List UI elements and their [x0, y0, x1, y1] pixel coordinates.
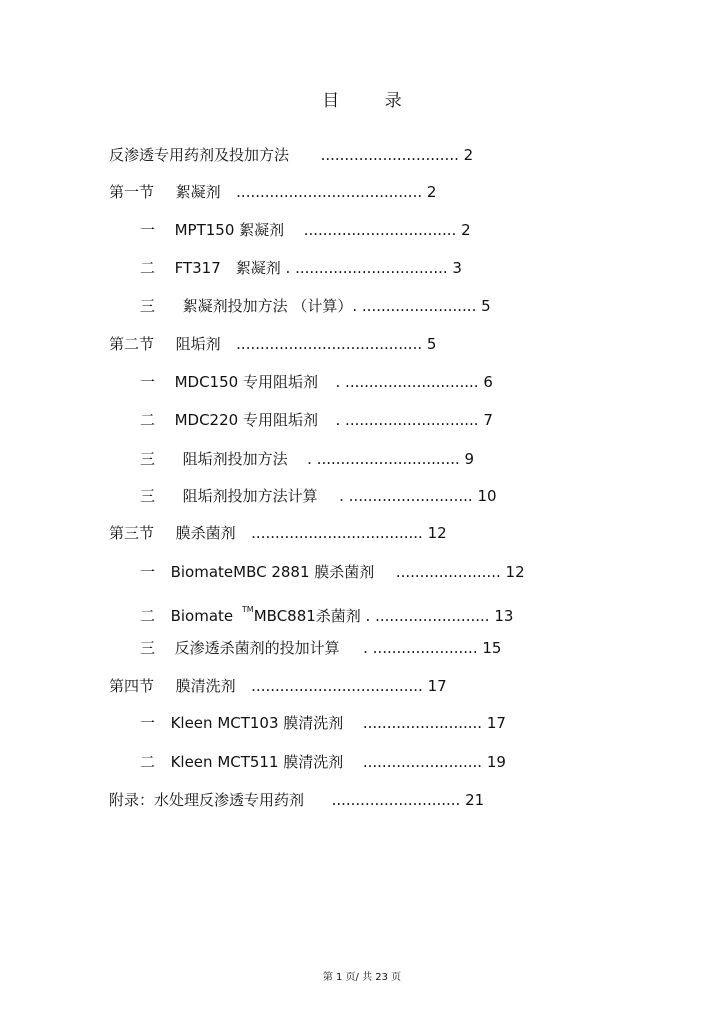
- toc-entry-number: 二: [140, 411, 156, 429]
- toc-entry-page: 2: [426, 183, 437, 201]
- toc-entry[interactable]: [140, 258, 462, 278]
- toc-entry-dots: ........................: [375, 607, 490, 625]
- toc-entry-page: 13: [494, 607, 514, 625]
- toc-entry-number: 二: [140, 259, 156, 277]
- toc-entry-dots: . ..............................: [307, 450, 460, 468]
- toc-entry-page: 2: [463, 146, 474, 164]
- toc-entry-number: 三: [140, 639, 156, 657]
- toc-entry-page: 10: [477, 487, 497, 505]
- toc-entry-page: 12: [427, 524, 447, 542]
- toc-entry[interactable]: [140, 486, 497, 506]
- toc-entry[interactable]: [140, 410, 493, 430]
- toc-entry-number: 第一节: [109, 183, 155, 201]
- toc-entry-dots: ....................................: [251, 524, 423, 542]
- toc-entry-dots: .............................: [320, 146, 459, 164]
- toc-entry-page: 19: [486, 753, 506, 771]
- toc-entry-text: Kleen MCT511 膜清洗剂: [170, 753, 344, 771]
- toc-entry-page: 3: [452, 259, 462, 277]
- toc-entry-dots: .......................................: [236, 335, 423, 353]
- toc-entry-dots: ........................: [361, 297, 477, 315]
- toc-entry[interactable]: [140, 562, 525, 582]
- toc-entry-number: 第三节: [109, 524, 155, 542]
- toc-entry-text: 反渗透专用药剂及投加方法: [109, 146, 290, 164]
- toc-entry-text: 反渗透杀菌剂的投加计算: [174, 639, 340, 657]
- toc-entry-number: 三: [140, 450, 156, 468]
- toc-entry-text: 膜杀菌剂: [175, 524, 236, 542]
- toc-entry[interactable]: [109, 182, 436, 202]
- toc-entry-dots: .........................: [362, 753, 483, 771]
- toc-entry[interactable]: [140, 372, 493, 392]
- toc-entry-number: 一: [140, 714, 156, 732]
- toc-entry[interactable]: [109, 676, 447, 696]
- toc-entry-text: 阻垢剂投加方法计算: [182, 487, 318, 505]
- toc-entry-text-post: MBC881杀菌剂 .: [253, 607, 371, 625]
- toc-entry-text: MPT150 絮凝剂: [174, 221, 285, 239]
- toc-entry-number: 一: [140, 373, 156, 391]
- toc-entry-text: 附录：水处理反渗透专用药剂: [109, 791, 305, 809]
- toc-entry-dots: ....................................: [251, 677, 423, 695]
- toc-entry-text: Kleen MCT103 膜清洗剂: [170, 714, 344, 732]
- toc-entry[interactable]: [140, 220, 471, 240]
- toc-entry-number: 三: [140, 487, 156, 505]
- toc-entry-page: 7: [483, 411, 493, 429]
- toc-entry-number: 二: [140, 753, 156, 771]
- toc-entry[interactable]: [140, 449, 474, 469]
- toc-entry-text: MDC220 专用阻垢剂: [174, 411, 318, 429]
- toc-entry-page: 17: [427, 677, 447, 695]
- toc-entry-dots: . ......................: [363, 639, 478, 657]
- toc-entry-dots: ................................: [295, 259, 448, 277]
- toc-entry-text: 絮凝剂: [175, 183, 221, 201]
- toc-entry-page: 5: [426, 335, 437, 353]
- toc-entry[interactable]: [109, 523, 447, 543]
- toc-entry-text: BiomateMBC 2881 膜杀菌剂: [170, 563, 375, 581]
- toc-title: 目 录: [322, 91, 422, 111]
- toc-entry-number: 第四节: [109, 677, 155, 695]
- toc-entry-number: 二: [140, 607, 156, 625]
- toc-entry-dots: ................................: [303, 221, 457, 239]
- toc-entry-dots: ...........................: [331, 791, 461, 809]
- toc-entry-number: 三: [140, 297, 156, 315]
- toc-entry-text: FT317 絮凝剂 .: [174, 259, 291, 277]
- toc-entry-page: 15: [482, 639, 502, 657]
- toc-entry-text: 阻垢剂投加方法: [182, 450, 288, 468]
- toc-entry[interactable]: [140, 713, 506, 733]
- toc-entry-dots: . ............................: [335, 411, 479, 429]
- toc-entry-text: 膜清洗剂: [175, 677, 236, 695]
- page-footer: 第 1 页/ 共 23 页: [322, 972, 402, 983]
- toc-entry-text: 阻垢剂: [175, 335, 221, 353]
- toc-entry-page: 5: [481, 297, 491, 315]
- toc-entry-page: 21: [465, 791, 485, 809]
- toc-entry-dots: . ............................: [335, 373, 479, 391]
- toc-entry[interactable]: [140, 638, 501, 658]
- toc-entry-dots: ......................: [395, 563, 501, 581]
- toc-entry-dots: .......................................: [236, 183, 423, 201]
- toc-entry[interactable]: [140, 296, 491, 316]
- toc-entry[interactable]: [109, 145, 473, 165]
- toc-entry-page: 9: [464, 450, 475, 468]
- toc-entry-page: 17: [486, 714, 506, 732]
- toc-entry-dots: .........................: [362, 714, 483, 732]
- toc-entry-page: 2: [461, 221, 471, 239]
- toc-entry-text: 絮凝剂投加方法 （计算）.: [182, 297, 358, 315]
- toc-entry-page: 12: [505, 563, 525, 581]
- toc-entry-number: 第二节: [109, 335, 155, 353]
- toc-entry[interactable]: [140, 752, 506, 772]
- toc-entry-text: MDC150 专用阻垢剂: [174, 373, 318, 391]
- toc-entry[interactable]: [109, 334, 436, 354]
- toc-entry[interactable]: [109, 790, 484, 810]
- toc-entry-page: 6: [483, 373, 493, 391]
- toc-entry-number: 一: [140, 221, 156, 239]
- toc-entry[interactable]: [140, 600, 513, 626]
- trademark-superscript: TM: [241, 605, 254, 614]
- toc-entry-text-pre: Biomate: [170, 607, 234, 625]
- toc-entry-number: 一: [140, 563, 156, 581]
- toc-entry-dots: . ..........................: [339, 487, 473, 505]
